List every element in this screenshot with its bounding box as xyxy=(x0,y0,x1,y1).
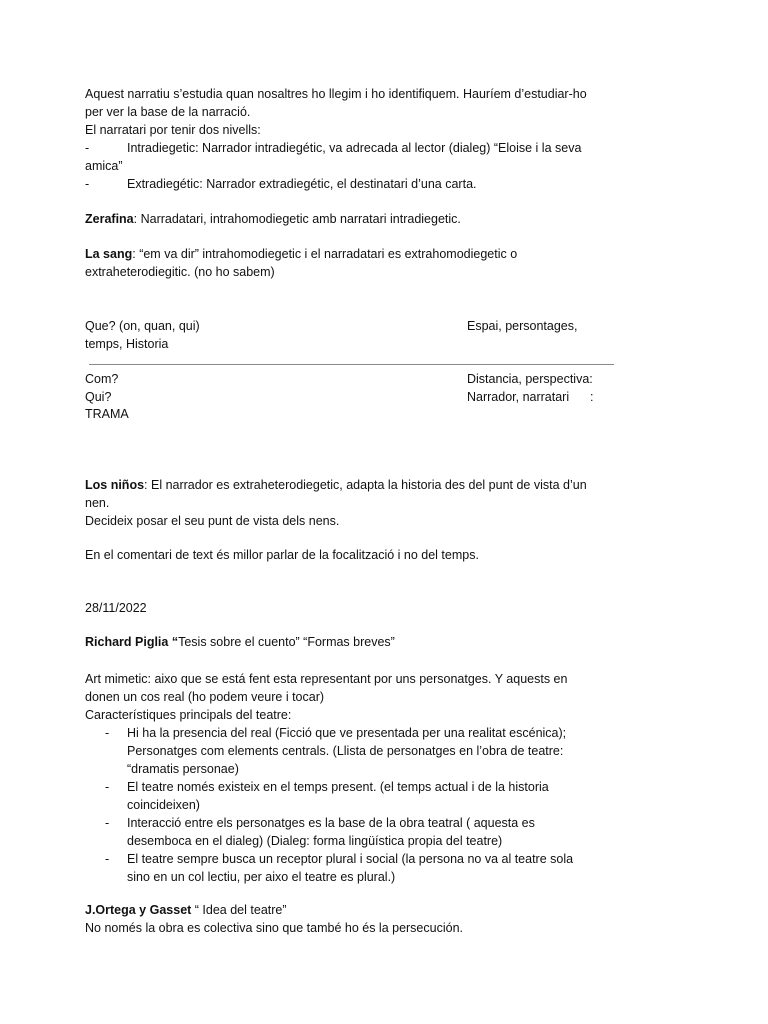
list-item xyxy=(85,814,615,850)
characteristics-list xyxy=(85,724,615,886)
list-item-text: coincideixen) xyxy=(127,798,200,812)
table-cell: Com? xyxy=(85,372,119,386)
list-item-text: “dramatis personae) xyxy=(127,762,239,776)
list-item xyxy=(85,850,615,886)
text-line: El narratari por tenir dos nivells: xyxy=(85,123,261,137)
list-item-text: Personatges com elements centrals. (Llista de personatges en l’obra de teatre: xyxy=(127,744,564,758)
table-cell: TRAMA xyxy=(85,407,129,421)
text-line: amica” xyxy=(85,159,123,173)
zerafina-paragraph xyxy=(85,210,615,228)
term-heading: Zerafina xyxy=(85,212,134,226)
list-item xyxy=(85,724,615,778)
text-line: per ver la base de la narració. xyxy=(85,105,251,119)
list-item-text: Extradiegétic: Narrador extradiegétic, el destinatari d’una carta. xyxy=(127,177,477,191)
text-line: Aquest narratiu s’estudia quan nosaltres ho llegim i ho identifiquem. Hauríem d’estudiar-ho xyxy=(85,87,587,101)
term-heading: Los niños xyxy=(85,478,145,492)
list-item-text: sino en un col lectiu, per aixo el teatre es plural.) xyxy=(127,870,396,884)
ortega-paragraph xyxy=(85,901,615,937)
list-item-text: Hi ha la presencia del real (Ficció que ve presentada per una realitat escénica); xyxy=(127,726,567,740)
table-cell: Que? (on, quan, qui) xyxy=(85,319,200,333)
term-heading: La sang xyxy=(85,247,133,261)
text-line: nen. xyxy=(85,496,110,510)
text-line: En el comentari de text és millor parlar de la focalització i no del temps. xyxy=(85,548,479,562)
piglia-heading xyxy=(85,633,615,651)
list-item-text: Interacció entre els personatges es la base de la obra teatral ( aquesta es xyxy=(127,816,535,830)
list-dash: - xyxy=(85,141,90,155)
ninos-paragraph xyxy=(85,476,615,530)
art-paragraph xyxy=(85,670,615,886)
list-item xyxy=(85,175,615,193)
lasang-paragraph xyxy=(85,245,615,281)
term-text: : El narrador es extraheterodiegetic, adapta la historia des del punt de vista d’un xyxy=(144,478,587,492)
list-item-text: desemboca en el dialeg) (Dialeg: forma lingüística propia del teatre) xyxy=(127,834,503,848)
table-row xyxy=(85,388,615,406)
table-cell: Narrador, narratari : xyxy=(467,390,594,404)
term-text: : “em va dir” intrahomodiegetic i el narradatari es extrahomodiegetic o xyxy=(132,247,518,261)
table-row xyxy=(85,370,615,388)
list-item xyxy=(85,139,615,157)
text-line: Decideix posar el seu punt de vista dels nens. xyxy=(85,514,340,528)
list-dash: - xyxy=(105,852,110,866)
term-text: : Narradatari, intrahomodiegetic amb narratari intradiegetic. xyxy=(133,212,461,226)
author-name: Richard Piglia “ xyxy=(85,635,179,649)
list-dash: - xyxy=(85,177,90,191)
text-line: donen un cos real (ho podem veure i tocar) xyxy=(85,690,325,704)
table-cell: temps, Historia xyxy=(85,337,169,351)
author-name: J.Ortega y Gasset xyxy=(85,903,192,917)
text-line: Art mimetic: aixo que se está fent esta representant por uns personatges. Y aquests en xyxy=(85,672,568,686)
horizontal-divider xyxy=(89,364,614,365)
list-dash: - xyxy=(105,816,110,830)
intro-paragraph xyxy=(85,85,615,193)
table-cell: Distancia, perspectiva: xyxy=(467,372,593,386)
table-row xyxy=(85,317,615,335)
table-cell: Espai, persontages, xyxy=(467,319,578,333)
date-text: 28/11/2022 xyxy=(85,601,147,615)
table-cell: Qui? xyxy=(85,390,112,404)
list-dash: - xyxy=(105,726,110,740)
text-line: extraheterodiegitic. (no ho sabem) xyxy=(85,265,275,279)
table-row xyxy=(85,405,615,423)
text-line: Característiques principals del teatre: xyxy=(85,708,292,722)
table-row xyxy=(85,335,615,353)
date-heading xyxy=(85,599,615,617)
list-item-text: El teatre sempre busca un receptor plural i social (la persona no va al teatre sola xyxy=(127,852,574,866)
work-titles: “ Idea del teatre” xyxy=(194,903,287,917)
work-titles: Tesis sobre el cuento” “Formas breves” xyxy=(178,635,395,649)
list-item xyxy=(85,778,615,814)
comentari-paragraph xyxy=(85,546,615,564)
text-line: No només la obra es colectiva sino que també ho és la persecución. xyxy=(85,921,463,935)
list-dash: - xyxy=(105,780,110,794)
list-item-text: El teatre només existeix en el temps present. (el temps actual i de la historia xyxy=(127,780,549,794)
list-item-text: Intradiegetic: Narrador intradiegétic, va adrecada al lector (dialeg) “Eloise i la seva xyxy=(127,141,582,155)
